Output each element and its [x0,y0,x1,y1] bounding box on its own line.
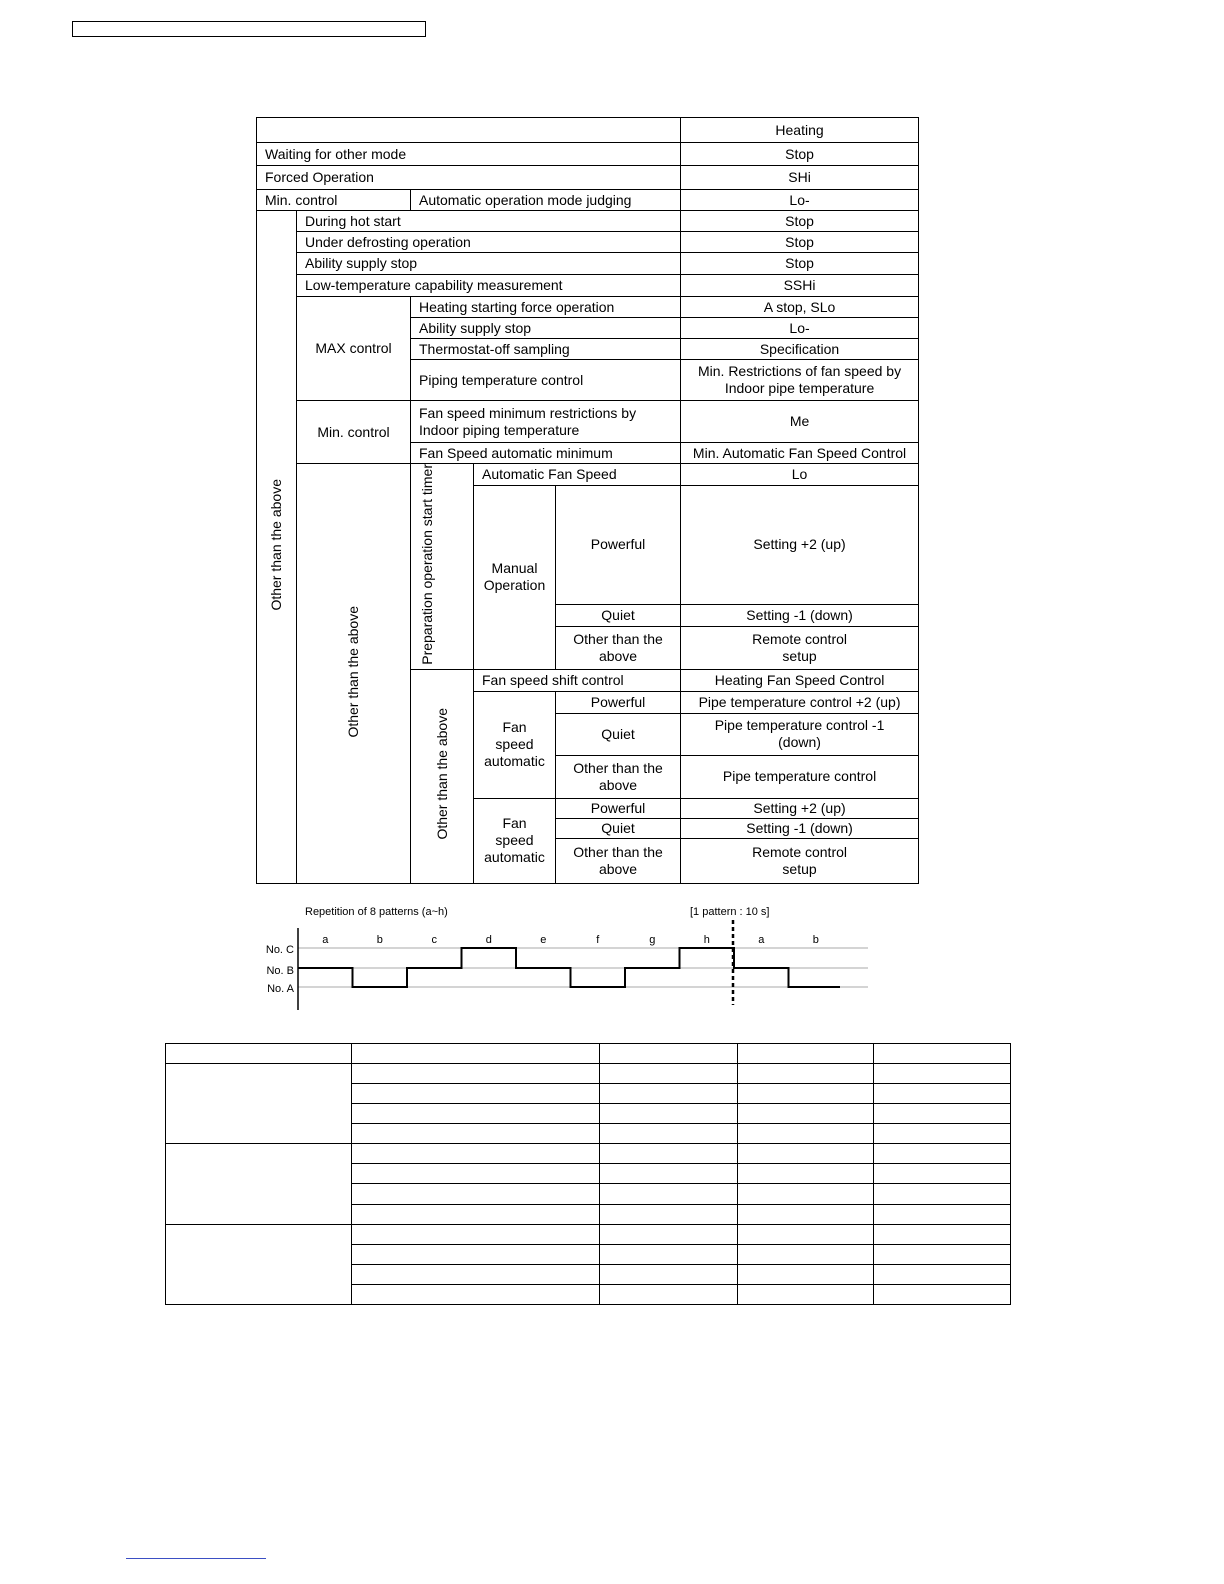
table-row [257,275,919,297]
table-row [257,401,919,443]
blank-cell [738,1264,874,1284]
row-value: Me [681,401,919,443]
blank-cell [600,1164,738,1184]
blank-cell [738,1044,874,1064]
pattern-label: f [596,934,600,946]
blank-cell [352,1264,600,1284]
blank-cell [600,1284,738,1304]
pattern-label: e [540,934,547,946]
blank-cell [166,1044,352,1064]
blank-row [166,1224,1011,1244]
pattern-label: a [758,934,765,946]
blank-cell [738,1064,874,1084]
manual-operation-label: Manual Operation [474,486,556,670]
blank-cell [352,1244,600,1264]
max-control-label: MAX control [297,297,411,401]
blank-cell [352,1124,600,1144]
row-value: Remote control setup [681,626,919,669]
fan-speed-table [256,117,919,884]
row-value: SSHi [681,275,919,297]
row-value: Setting +2 (up) [681,486,919,605]
outer-group-label: Other than the above [257,211,297,884]
inner-group-label: Other than the above [411,669,474,883]
blank-cell [738,1104,874,1124]
blank-cell [600,1244,738,1264]
pattern-label: b [812,934,819,946]
blank-cell [874,1184,1011,1204]
row-value: Lo- [681,318,919,339]
blank-cell [738,1164,874,1184]
row-label: Powerful [556,486,681,605]
row-value: Lo- [681,190,919,211]
blank-cell [738,1284,874,1304]
blank-cell [352,1044,600,1064]
table-row [257,464,919,486]
blank-cell [738,1204,874,1224]
table-row [257,143,919,166]
fan-speed-automatic-label: Fan speed automatic [474,691,556,798]
blank-cell [352,1224,600,1244]
chart-period: [1 pattern : 10 s] [690,906,770,918]
blank-cell [874,1044,1011,1064]
row-value: Pipe temperature control [681,755,919,798]
row-value: Remote control setup [681,838,919,883]
pattern-label: b [376,934,383,946]
row-label: Forced Operation [257,166,681,190]
table-row [257,297,919,318]
blank-row [166,1064,1011,1084]
row-label: Quiet [556,818,681,838]
blank-cell [600,1224,738,1244]
blank-cell [352,1284,600,1304]
blank-group-cell [166,1064,352,1144]
blank-cell [874,1124,1011,1144]
row-label: Fan speed shift control [474,669,681,691]
row-label: Quiet [556,604,681,626]
row-label: Quiet [556,713,681,755]
pattern-label: a [322,934,329,946]
fan-speed-automatic-label: Fan speed automatic [474,798,556,883]
blank-cell [874,1104,1011,1124]
pattern-label: c [431,934,437,946]
row-label: During hot start [297,211,681,232]
row-value: Stop [681,143,919,166]
level-label-b: No. B [266,965,294,977]
table-row [257,190,919,211]
blank-cell [352,1164,600,1184]
row-value: Min. Automatic Fan Speed Control [681,443,919,464]
table-header-row [257,118,919,143]
row-label: Heating starting force operation [411,297,681,318]
blank-header-row [166,1044,1011,1064]
blank-cell [600,1104,738,1124]
pattern-labels [322,934,819,946]
row-value: Stop [681,232,919,253]
blank-cell [738,1084,874,1104]
row-value: Stop [681,211,919,232]
blank-cell [738,1184,874,1204]
min-control-label: Min. control [297,401,411,464]
header-box [72,21,426,37]
row-value: Pipe temperature control -1 (down) [681,713,919,755]
level-label-a: No. A [267,983,294,995]
row-label: Ability supply stop [411,318,681,339]
blank-cell [600,1184,738,1204]
middle-group-label: Other than the above [297,464,411,884]
heating-header: Heating [681,118,919,143]
blank-cell [600,1124,738,1144]
blank-cell [738,1124,874,1144]
row-label: Automatic Fan Speed [474,464,681,486]
row-label: Fan Speed automatic minimum [411,443,681,464]
row-value: Specification [681,339,919,360]
blank-group-cell [166,1224,352,1304]
blank-cell [874,1264,1011,1284]
blank-cell [600,1064,738,1084]
level-label-c: No. C [265,944,294,956]
blank-cell [352,1064,600,1084]
header-blank [257,118,681,143]
table-row [257,253,919,275]
blank-cell [352,1184,600,1204]
row-value: Min. Restrictions of fan speed by Indoor pipe temperature [681,360,919,401]
row-label: Low-temperature capability measurement [297,275,681,297]
chart-caption: Repetition of 8 patterns (a~h) [305,906,448,918]
row-label: Waiting for other mode [257,143,681,166]
blank-cell [874,1064,1011,1084]
pattern-chart [240,895,880,1015]
blank-cell [352,1084,600,1104]
blank-cell [738,1224,874,1244]
row-value: Setting -1 (down) [681,604,919,626]
row-value: Pipe temperature control +2 (up) [681,691,919,713]
blank-cell [352,1204,600,1224]
table-row [257,166,919,190]
pattern-label: h [703,934,710,946]
row-label: Min. control [257,190,411,211]
row-label: Fan speed minimum restrictions by Indoor piping temperature [411,401,681,443]
row-label: Other than the above [556,838,681,883]
row-sublabel: Automatic operation mode judging [411,190,681,211]
row-value: Setting +2 (up) [681,798,919,818]
table-row [257,211,919,232]
blank-cell [600,1044,738,1064]
row-label: Ability supply stop [297,253,681,275]
blank-cell [874,1244,1011,1264]
blank-cell [352,1144,600,1164]
blank-table [165,1043,1011,1305]
row-label: Thermostat-off sampling [411,339,681,360]
blank-cell [874,1284,1011,1304]
footer-link-line [126,1558,266,1559]
prep-timer-label: Preparation operation start timer [411,464,474,670]
blank-cell [874,1164,1011,1184]
blank-cell [874,1224,1011,1244]
row-value: Setting -1 (down) [681,818,919,838]
blank-cell [352,1104,600,1124]
row-value: Heating Fan Speed Control [681,669,919,691]
row-label: Under defrosting operation [297,232,681,253]
blank-cell [738,1244,874,1264]
pattern-label: g [649,934,656,946]
blank-cell [600,1084,738,1104]
row-value: Stop [681,253,919,275]
blank-cell [874,1204,1011,1224]
row-label: Other than the above [556,626,681,669]
row-label: Powerful [556,691,681,713]
pattern-label: d [485,934,492,946]
blank-cell [874,1144,1011,1164]
blank-cell [874,1084,1011,1104]
row-value: Lo [681,464,919,486]
row-label: Other than the above [556,755,681,798]
row-label: Piping temperature control [411,360,681,401]
blank-row [166,1144,1011,1164]
row-value: SHi [681,166,919,190]
row-value: A stop, SLo [681,297,919,318]
blank-cell [600,1204,738,1224]
blank-cell [738,1144,874,1164]
blank-cell [600,1264,738,1284]
blank-cell [600,1144,738,1164]
row-label: Powerful [556,798,681,818]
blank-group-cell [166,1144,352,1224]
table-row [257,232,919,253]
